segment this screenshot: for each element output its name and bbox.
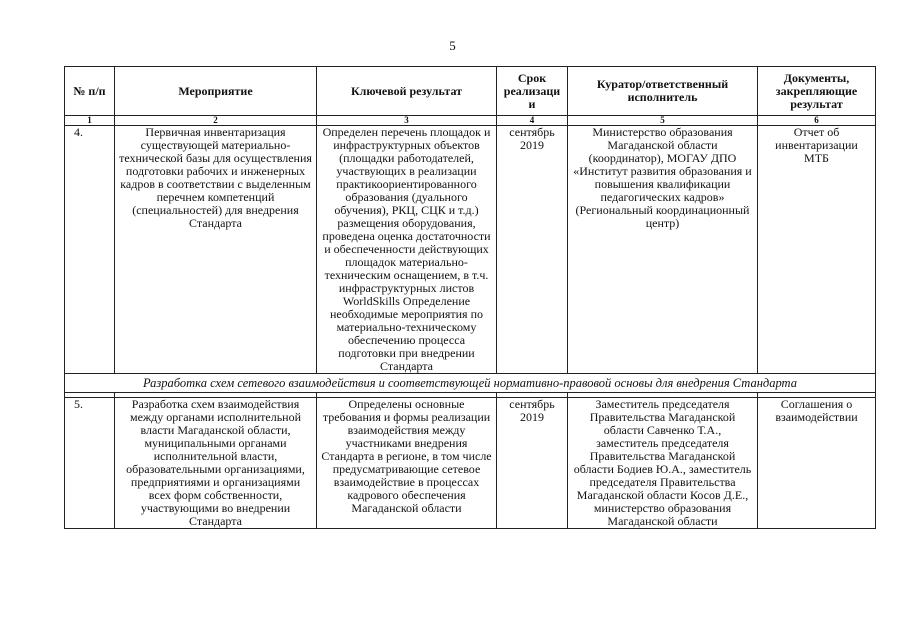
plan-table [64, 66, 876, 529]
documents-cell: Соглашения о взаимодействии [758, 398, 876, 529]
result-cell: Определены основные требования и формы реализации взаимодействия между участниками внедрения Стандарта в регионе, в том числе предусматривающие сетевое взаимодействие в процессах кадрового обеспечения Магаданской области [317, 398, 497, 529]
column-number-row [65, 116, 876, 126]
section-title: Разработка схем сетевого взаимодействия и соответствующей нормативно-правовой основы для внедрения Стандарта [65, 374, 876, 393]
column-header-documents: Документы, закрепляющие результат [758, 67, 876, 116]
column-number: 2 [115, 116, 317, 126]
column-header-event: Мероприятие [115, 67, 317, 116]
table-row [65, 126, 876, 374]
section-row [65, 374, 876, 393]
column-number: 6 [758, 116, 876, 126]
result-cell: Определен перечень площадок и инфраструктурных объектов (площадки работодателей, участвующих в реализации практикоориентированного образования (дуального обучения), РКЦ, СЦК и т.д.) размещения оборудования, проведена оценка достаточности и обеспеченности действующих площадок материально-техническим оснащением, в т.ч. инфраструктурных листов WorldSkills Определение необходимые мероприятия по материально-техническому обеспечению процесса подготовки при внедрении Стандарта [317, 126, 497, 374]
table-row [65, 398, 876, 529]
column-header-number: № п/п [65, 67, 115, 116]
documents-cell: Отчет об инвентаризации МТБ [758, 126, 876, 374]
curator-cell: Министерство образования Магаданской области (координатор), МОГАУ ДПО «Институт развития образования и повышения квалификации педагогических кадров» (Региональный координационный центр) [568, 126, 758, 374]
column-number: 4 [497, 116, 568, 126]
header-row [65, 67, 876, 116]
column-header-deadline: Срок реализаци и [497, 67, 568, 116]
deadline-cell: сентябрь 2019 [497, 398, 568, 529]
column-number: 3 [317, 116, 497, 126]
row-number: 5. [65, 398, 115, 529]
column-number: 1 [65, 116, 115, 126]
page-number: 5 [449, 38, 456, 53]
curator-cell: Заместитель председателя Правительства Магаданской области Савченко Т.А., заместитель председателя Правительства Магаданской области Бодиев Ю.А., заместитель председателя Правительства Магаданской области Косов Д.Е., министерство образования Магаданской области [568, 398, 758, 529]
column-header-result: Ключевой результат [317, 67, 497, 116]
event-cell: Разработка схем взаимодействия между органами исполнительной власти Магаданской области, муниципальными органами исполнительной власти, образовательными организациями, предприятиями и организациями всех форм собственности, участвующими во внедрении Стандарта [115, 398, 317, 529]
column-header-curator: Куратор/ответственный исполнитель [568, 67, 758, 116]
column-number: 5 [568, 116, 758, 126]
deadline-cell: сентябрь 2019 [497, 126, 568, 374]
event-cell: Первичная инвентаризация существующей материально-технической базы для осуществления подготовки рабочих и инженерных кадров в соответствии с выделенным перечнем компетенций (специальностей) для внедрения Стандарта [115, 126, 317, 374]
row-number: 4. [65, 126, 115, 374]
